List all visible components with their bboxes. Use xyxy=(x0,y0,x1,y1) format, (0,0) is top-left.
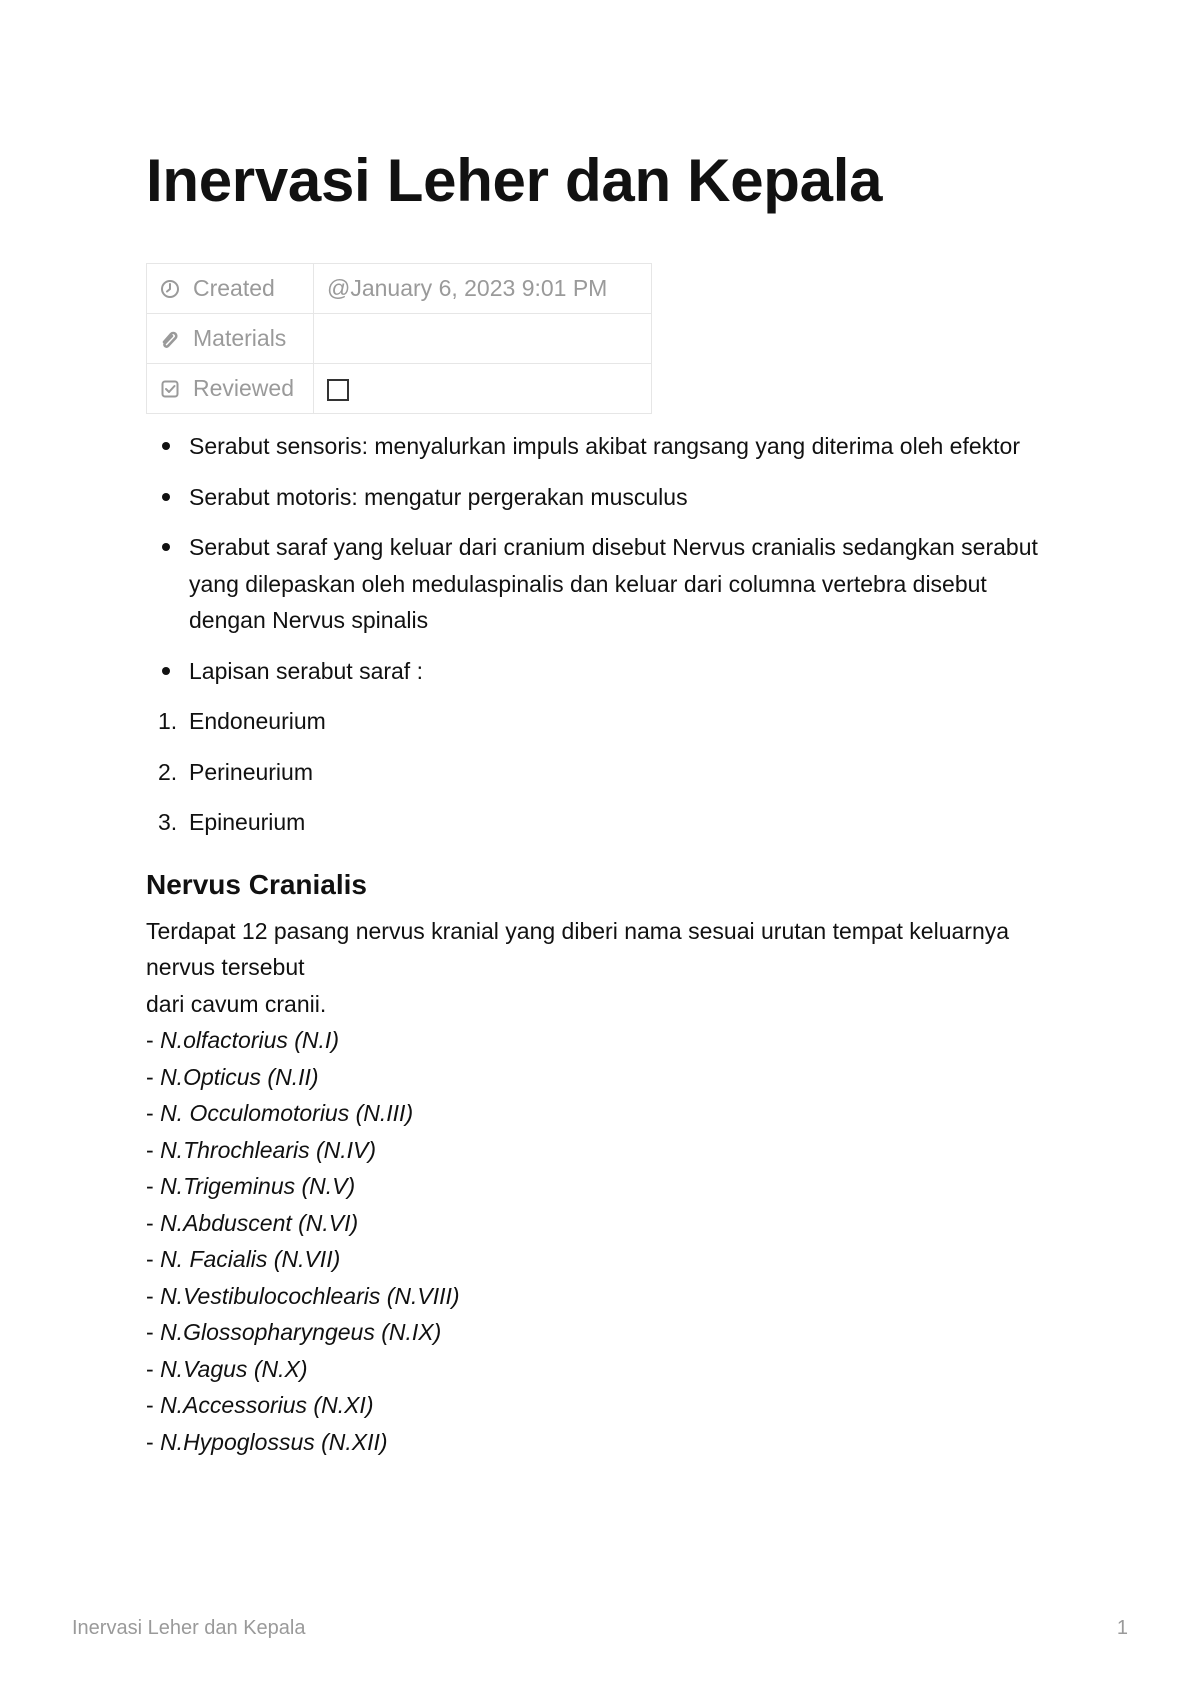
list-item xyxy=(146,1022,1066,1059)
property-row-reviewed xyxy=(147,364,652,414)
section-paragraph-continued: dari cavum cranii. xyxy=(146,990,327,1017)
footer-title: Inervasi Leher dan Kepala xyxy=(72,1617,306,1639)
dash-prefix: - xyxy=(146,1173,161,1199)
nerve-name: N.Hypoglossus (N.XII) xyxy=(160,1428,388,1455)
list-item xyxy=(146,1095,1066,1132)
property-value-materials[interactable] xyxy=(314,314,652,364)
list-number: 1. xyxy=(158,708,178,734)
list-item-text: Perineurium xyxy=(189,758,313,785)
property-row-materials xyxy=(147,314,652,364)
list-number: 2. xyxy=(158,758,178,785)
list-item xyxy=(146,1278,1066,1315)
dash-prefix: - xyxy=(146,1209,161,1236)
nerve-name: N.Vestibulocochlearis (N.VIII) xyxy=(160,1282,460,1309)
nerve-name: N.Abduscent (N.VI) xyxy=(160,1209,359,1236)
list-item xyxy=(146,703,1066,740)
list-item xyxy=(146,1314,1066,1351)
dash-prefix: - xyxy=(146,1063,161,1090)
dash-prefix: - xyxy=(146,1246,161,1272)
list-item: Lapisan serabut saraf : xyxy=(146,653,1066,690)
nerve-name: N.Throchlearis (N.IV) xyxy=(160,1136,377,1163)
list-item-text: Epineurium xyxy=(189,809,306,835)
properties-table xyxy=(146,263,652,414)
section-heading: Nervus Cranialis xyxy=(146,868,367,900)
page-number: 1 xyxy=(1116,1617,1128,1639)
list-item-text: Endoneurium xyxy=(189,708,326,734)
nerve-name: N.Opticus (N.II) xyxy=(160,1063,319,1090)
dash-prefix: - xyxy=(146,1319,161,1345)
list-item xyxy=(146,1205,1066,1242)
dash-prefix: - xyxy=(146,1355,161,1382)
page-title: Inervasi Leher dan Kepala xyxy=(146,147,883,214)
nerve-name: N.Accessorius (N.XI) xyxy=(160,1392,374,1418)
dash-prefix: - xyxy=(146,1282,161,1309)
clock-icon xyxy=(160,279,180,299)
nerve-name: N. Facialis (N.VII) xyxy=(160,1246,341,1272)
list-item xyxy=(146,804,1066,841)
list-item: Serabut sensoris: menyalurkan impuls akibat rangsang yang diterima oleh efektor xyxy=(146,428,1066,465)
list-item xyxy=(146,1168,1066,1205)
property-value-created[interactable]: @January 6, 2023 9:01 PM xyxy=(314,264,652,314)
checkbox-icon xyxy=(160,379,180,399)
list-item xyxy=(146,1132,1066,1169)
list-item: Serabut motoris: mengatur pergerakan musculus xyxy=(146,479,1066,516)
nerve-name: N.olfactorius (N.I) xyxy=(160,1027,339,1053)
page-content xyxy=(146,428,1066,1460)
section-paragraph: Terdapat 12 pasang nervus kranial yang diberi nama sesuai urutan tempat keluarnya nervus tersebut xyxy=(146,917,1010,980)
list-item xyxy=(146,1387,1066,1424)
property-row-created xyxy=(147,264,652,314)
list-item xyxy=(146,1351,1066,1388)
nerve-list xyxy=(146,1022,1066,1460)
nerve-name: N.Glossopharyngeus (N.IX) xyxy=(160,1319,442,1345)
numbered-list xyxy=(146,703,1066,841)
list-item xyxy=(146,1059,1066,1096)
dash-prefix: - xyxy=(146,1027,161,1053)
nerve-name: N.Trigeminus (N.V) xyxy=(160,1173,356,1199)
dash-prefix: - xyxy=(146,1428,161,1455)
dash-prefix: - xyxy=(146,1392,161,1418)
list-item xyxy=(146,1424,1066,1461)
list-item xyxy=(146,1241,1066,1278)
dash-prefix: - xyxy=(146,1136,161,1163)
dash-prefix: - xyxy=(146,1100,161,1126)
property-label-reviewed: Reviewed xyxy=(193,375,294,401)
bullet-list xyxy=(146,428,1066,689)
property-label-created: Created xyxy=(193,275,275,301)
nerve-name: N. Occulomotorius (N.III) xyxy=(160,1100,414,1126)
list-item xyxy=(146,754,1066,791)
list-item: Serabut saraf yang keluar dari cranium disebut Nervus cranialis sedangkan serabut yang dilepaskan oleh medulaspinalis dan keluar dari columna vertebra disebut dengan Nervus spinalis xyxy=(146,529,1066,639)
list-number: 3. xyxy=(158,809,178,835)
nerve-name: N.Vagus (N.X) xyxy=(160,1355,308,1382)
reviewed-checkbox[interactable] xyxy=(327,379,349,401)
paperclip-icon xyxy=(160,329,180,349)
property-label-materials: Materials xyxy=(193,325,287,351)
